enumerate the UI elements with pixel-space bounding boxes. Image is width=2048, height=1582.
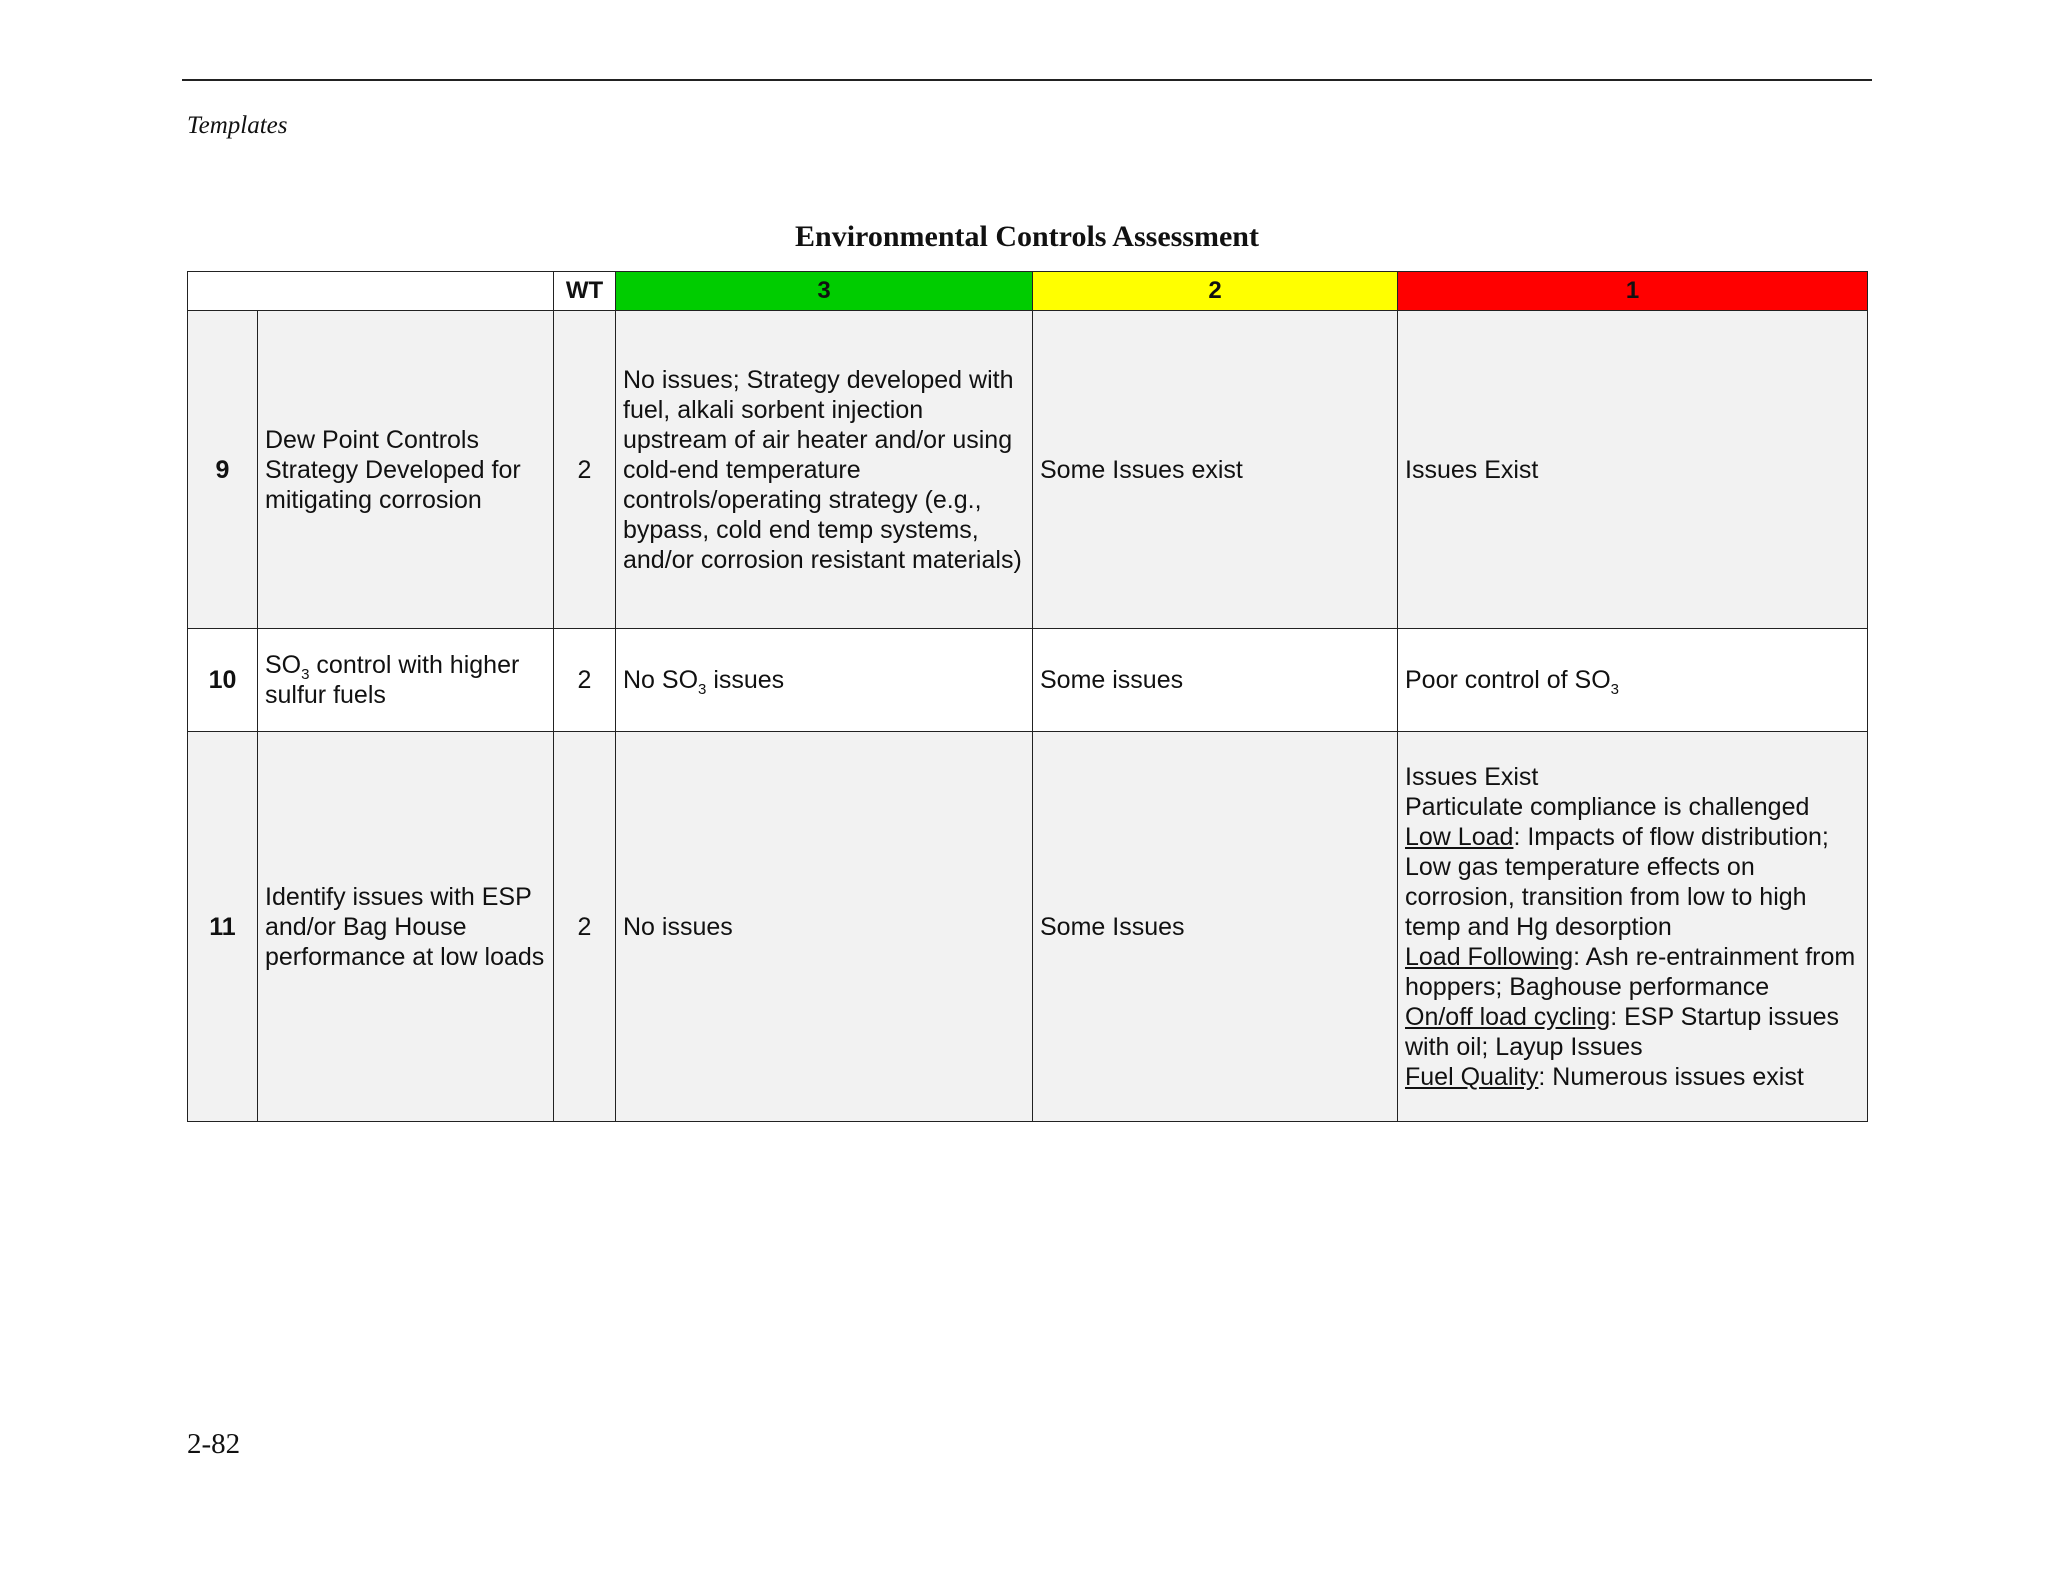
row-score-1: Issues Exist	[1398, 311, 1868, 629]
row-score-1	[1398, 732, 1868, 1122]
header-blank-cell	[188, 272, 554, 311]
header-score-3: 3	[616, 272, 1033, 311]
score-3-sub: 3	[698, 681, 707, 698]
row-weight: 2	[554, 732, 616, 1122]
fuel-quality-label: Fuel Quality	[1405, 1062, 1539, 1091]
fuel-quality-text: : Numerous issues exist	[1538, 1062, 1804, 1091]
row-item: Identify issues with ESP and/or Bag House performance at low loads	[258, 732, 554, 1122]
score-1-load-following	[1405, 942, 1860, 1002]
row-weight: 2	[554, 311, 616, 629]
score-1-cycling	[1405, 1002, 1860, 1062]
score-1-line2: Particulate compliance is challenged	[1405, 792, 1810, 821]
table-row	[188, 311, 1868, 629]
score-3-post: issues	[706, 666, 785, 694]
row-score-3: No issues	[616, 732, 1033, 1122]
running-head: Templates	[187, 112, 288, 139]
table-header-row	[188, 272, 1868, 311]
cycling-label: On/off load cycling	[1405, 1002, 1611, 1031]
header-score-1: 1	[1398, 272, 1868, 311]
assessment-table	[187, 271, 1868, 1122]
score-1-sub: 3	[1610, 681, 1619, 698]
row-weight: 2	[554, 629, 616, 732]
row-item	[258, 629, 554, 732]
score-1-line1: Issues Exist	[1405, 762, 1539, 791]
load-following-text: : Ash re-entrainment from hoppers; Baghouse performance	[1405, 942, 1856, 1001]
page-number: 2-82	[187, 1428, 241, 1460]
row-item-sub: 3	[301, 666, 310, 683]
row-score-3	[616, 629, 1033, 732]
row-score-3: No issues; Strategy developed with fuel, alkali sorbent injection upstream of air heater and/or using cold-end temperature controls/operating strategy (e.g., bypass, cold end temp systems, and/or corrosion resistant materials)	[616, 311, 1033, 629]
row-number: 10	[188, 629, 258, 732]
low-load-text: : Impacts of flow distribution; Low gas temperature effects on corrosion, transition from low to high temp and Hg desorption	[1405, 822, 1829, 941]
top-rule	[182, 79, 1872, 81]
score-3-pre: No SO	[623, 666, 699, 694]
row-item-pre: SO	[265, 651, 302, 679]
row-score-2: Some Issues	[1033, 732, 1398, 1122]
row-item-post: control with higher sulfur fuels	[265, 651, 520, 709]
row-item: Dew Point Controls Strategy Developed for mitigating corrosion	[258, 311, 554, 629]
row-score-2: Some Issues exist	[1033, 311, 1398, 629]
score-1-fuel-quality	[1405, 1062, 1860, 1092]
row-score-2: Some issues	[1033, 629, 1398, 732]
table-row	[188, 732, 1868, 1122]
row-number: 9	[188, 311, 258, 629]
row-number: 11	[188, 732, 258, 1122]
table-row	[188, 629, 1868, 732]
load-following-label: Load Following	[1405, 942, 1574, 971]
row-score-1	[1398, 629, 1868, 732]
score-1-low-load	[1405, 822, 1860, 942]
header-score-2: 2	[1033, 272, 1398, 311]
page-title: Environmental Controls Assessment	[795, 220, 1259, 253]
score-1-pre: Poor control of SO	[1405, 666, 1611, 694]
low-load-label: Low Load	[1405, 822, 1514, 851]
cycling-text: : ESP Startup issues with oil; Layup Issues	[1405, 1002, 1840, 1061]
header-wt: WT	[554, 272, 616, 311]
